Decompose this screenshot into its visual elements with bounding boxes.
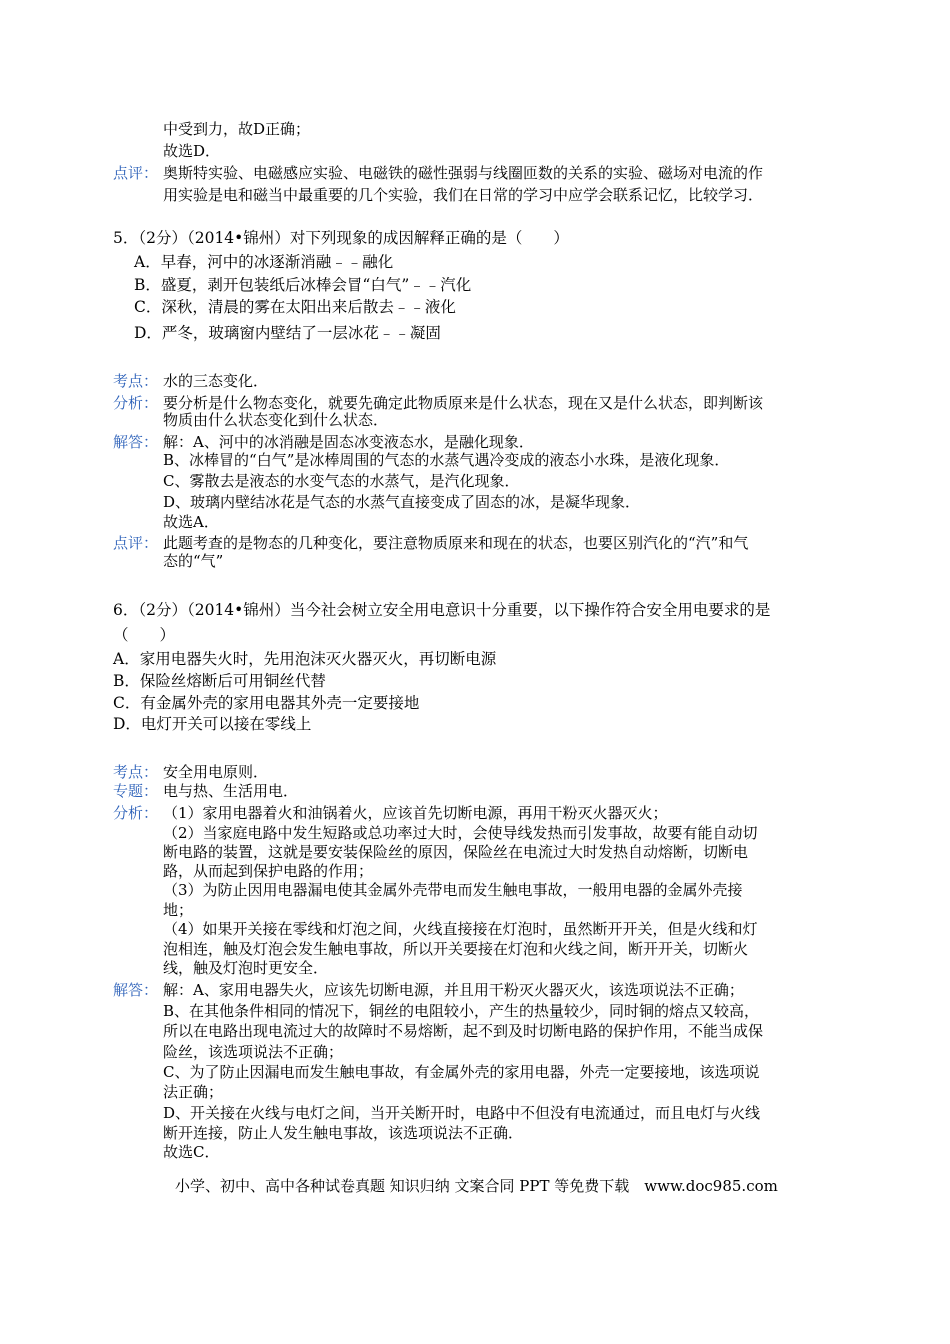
q6-option-c: C．有金属外壳的家用电器其外壳一定要接地 — [113, 694, 420, 712]
q6-fenxi-line: （4）如果开关接在零线和灯泡之间，火线直接接在灯泡时，虽然断开开关，但是火线和灯 — [163, 920, 758, 938]
q6-jieda-line: 法正确； — [163, 1083, 224, 1101]
q6-jieda-line: 险丝，该选项说法不正确； — [163, 1043, 344, 1061]
q6-option-a: A．家用电器失火时，先用泡沫灭火器灭火，再切断电源 — [113, 650, 497, 668]
q6-kaodian-label: 考点： — [113, 763, 159, 781]
q6-zhuanti-label: 专题： — [113, 782, 159, 800]
prev-answer-line: 中受到力，故D正确； — [163, 120, 311, 138]
q6-option-b: B．保险丝熔断后可用铜丝代替 — [113, 672, 326, 690]
q6-jieda-line: C、为了防止因漏电而发生触电事故，有金属外壳的家用电器，外壳一定要接地，该选项说 — [163, 1063, 760, 1081]
q6-fenxi-line: 路，从而起到保护电路的作用； — [163, 862, 374, 880]
q5-kaodian-label: 考点： — [113, 372, 159, 390]
q5-dianping-line: 此题考查的是物态的几种变化，要注意物质原来和现在的状态，也要区别汽化的“汽”和气 — [163, 534, 749, 552]
q6-fenxi-line: （1）家用电器着火和油锅着火，应该首先切断电源，再用干粉灭火器灭火； — [163, 804, 668, 822]
q5-option-b: B．盛夏，剥开包装纸后冰棒会冒“白气”﹣﹣汽化 — [134, 276, 472, 294]
q6-jieda-line: D、开关接在火线与电灯之间，当开关断开时，电路中不但没有电流通过，而且电灯与火线 — [163, 1104, 761, 1122]
q5-option-a: A．早春，河中的冰逐渐消融﹣﹣融化 — [134, 253, 394, 271]
page-footer: 小学、初中、高中各种试卷真题 知识归纳 文案合同 PPT 等免费下载 www.doc985.com — [175, 1177, 778, 1195]
q5-fenxi-label: 分析： — [113, 394, 159, 412]
q5-jieda-label: 解答： — [113, 433, 159, 451]
q6-jieda-line: 所以在电路出现电流过大的故障时不易熔断，起不到及时切断电路的保护作用，不能当成保 — [163, 1022, 764, 1040]
q6-fenxi-line: （3）为防止因用电器漏电使其金属外壳带电而发生触电事故，一般用电器的金属外壳接 — [163, 881, 743, 899]
q6-jieda-line: 解：A、家用电器失火，应该先切断电源，并且用干粉灭火器灭火，该选项说法不正确； — [163, 981, 744, 999]
q5-jieda-line: 故选A． — [163, 513, 219, 531]
q6-option-d: D．电灯开关可以接在零线上 — [113, 715, 312, 733]
q5-dianping-label: 点评： — [113, 534, 159, 552]
q6-jieda-line: B、在其他条件相同的情况下，铜丝的电阻较小，产生的热量较少，同时铜的熔点又较高， — [163, 1002, 760, 1020]
q5-kaodian: 水的三态变化． — [163, 372, 269, 390]
q5-jieda-line: B、冰棒冒的“白气”是冰棒周围的气态的水蒸气遇冷变成的液态小水珠，是液化现象． — [163, 451, 730, 469]
q5-stem: 5．（2分）（2014•锦州）对下列现象的成因解释正确的是（ ） — [113, 229, 569, 247]
q6-zhuanti: 电与热、生活用电． — [163, 782, 299, 800]
q6-fenxi-label: 分析： — [113, 804, 159, 822]
q6-kaodian: 安全用电原则． — [163, 763, 269, 781]
q6-stem: 6．（2分）（2014•锦州）当今社会树立安全用电意识十分重要，以下操作符合安全用电要求的是 — [113, 601, 771, 619]
q5-option-c: C．深秋，清晨的雾在太阳出来后散去﹣﹣液化 — [134, 298, 456, 316]
q6-stem-bracket: （ ） — [113, 626, 176, 644]
q6-jieda-line: 断开连接，防止人发生触电事故，该选项说法不正确． — [163, 1124, 524, 1142]
q5-dianping-line: 态的“气” — [163, 552, 224, 570]
q5-fenxi-line: 要分析是什么物态变化，就要先确定此物质原来是什么状态，现在又是什么状态，即判断该 — [163, 394, 764, 412]
q5-option-d: D．严冬，玻璃窗内壁结了一层冰花﹣﹣凝固 — [134, 324, 441, 342]
q6-fenxi-line: 地； — [163, 901, 194, 919]
prev-answer-choice: 故选D． — [163, 142, 221, 160]
q6-jieda-label: 解答： — [113, 981, 159, 999]
q5-jieda-line: D、玻璃内壁结冰花是气态的水蒸气直接变成了固态的冰，是凝华现象． — [163, 493, 641, 511]
prev-comment-label: 点评： — [113, 164, 159, 182]
q6-fenxi-line: 断电路的装置，这就是要安装保险丝的原因，保险丝在电流过大时发热自动熔断，切断电 — [163, 843, 749, 861]
q6-jieda-line: 故选C． — [163, 1143, 220, 1161]
prev-comment-line: 用实验是电和磁当中最重要的几个实验，我们在日常的学习中应学会联系记忆，比较学习． — [163, 186, 764, 204]
q6-fenxi-line: 泡相连，触及灯泡会发生触电事故，所以开关要接在灯泡和火线之间，断开开关，切断火 — [163, 940, 749, 958]
q5-jieda-line: 解：A、河中的冰消融是固态冰变液态水，是融化现象． — [163, 433, 534, 451]
q6-fenxi-line: （2）当家庭电路中发生短路或总功率过大时，会使导线发热而引发事故，故要有能自动切 — [163, 824, 758, 842]
q6-fenxi-line: 线，触及灯泡时更安全． — [163, 959, 329, 977]
prev-comment-line: 奥斯特实验、电磁感应实验、电磁铁的磁性强弱与线圈匝数的关系的实验、磁场对电流的作 — [163, 164, 764, 182]
q5-jieda-line: C、雾散去是液态的水变气态的水蒸气，是汽化现象． — [163, 472, 520, 490]
q5-fenxi-line: 物质由什么状态变化到什么状态． — [163, 411, 389, 429]
